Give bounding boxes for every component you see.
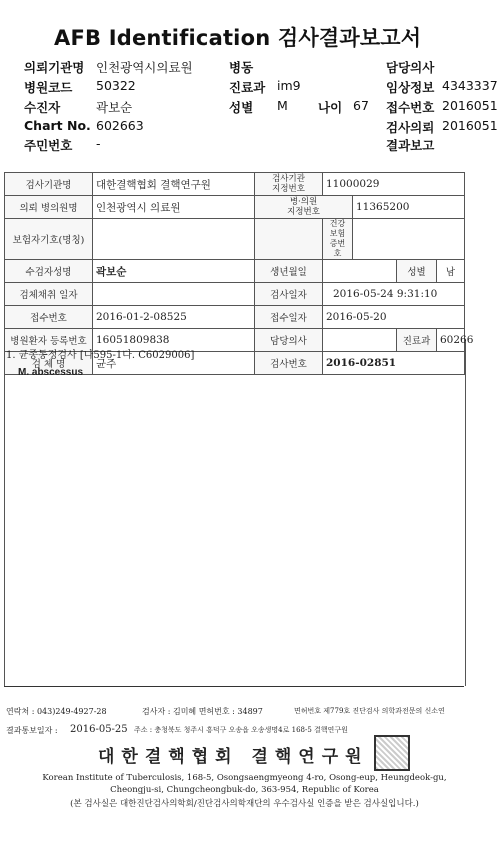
divider xyxy=(4,686,464,687)
cell-label: 접수일자 xyxy=(255,306,323,329)
header-value: M xyxy=(277,98,288,113)
footer-tester: 검사자 : 김미혜 면허번호 : 34897 xyxy=(142,707,263,716)
header-value: 50322 xyxy=(96,78,136,93)
cell-value xyxy=(353,219,465,260)
cell-label: 진료과 xyxy=(397,329,437,352)
cell-label: 검체채취 일자 xyxy=(5,283,93,306)
result-area xyxy=(4,342,466,686)
seal-stamp xyxy=(374,735,410,771)
cell-value: 인천광역시 의료원 xyxy=(93,196,255,219)
cell-value xyxy=(93,283,255,306)
header-label: 병원코드 xyxy=(24,80,73,95)
footer-date-label: 결과통보일자 : xyxy=(6,726,58,735)
header-value: 2016051 xyxy=(442,98,498,113)
header-value: 67 xyxy=(353,98,369,113)
scanned-report xyxy=(0,170,489,841)
footer-contact: 연락처 : 043)249-4927-28 xyxy=(6,707,107,716)
cell-value: 균주 xyxy=(93,352,255,375)
cell-value: 곽보순 xyxy=(93,260,255,283)
header-label: 의뢰기관명 xyxy=(24,60,85,75)
header-label: 병동 xyxy=(229,60,254,75)
header-value: 4343337 xyxy=(442,78,498,93)
cell-label: 건강보험 증번호 xyxy=(323,219,353,260)
address-line-1: Korean Institute of Tuberculosis, 168-5, Osongsaengmyeong 4-ro, Osong-eup, Heungdeok-gu, xyxy=(42,773,447,783)
cell-label: 수검자성명 xyxy=(5,260,93,283)
header-label: 진료과 xyxy=(229,80,266,95)
address-line-2: Cheongju-si, Chungcheongbuk-do, 363-954, Republic of Korea xyxy=(110,785,379,795)
cell-value: 대한결핵협회 결핵연구원 xyxy=(93,173,255,196)
cell-value xyxy=(93,219,255,260)
header-value: 곽보순 xyxy=(96,100,133,115)
header-value: im9 xyxy=(277,78,301,93)
cell-label: 생년월일 xyxy=(255,260,323,283)
header-value: 인천광역시의료원 xyxy=(96,60,193,75)
footer-address-kr: 주소 : 충청북도 청주시 흥덕구 오송읍 오송생명4로 168-5 결핵연구원 xyxy=(134,726,348,734)
cell-value: 2016-02851 xyxy=(323,352,465,375)
cell-value: 2016-05-20 xyxy=(323,306,465,329)
table-row xyxy=(5,196,465,219)
cell-label: 병원환자 등록번호 xyxy=(5,329,93,352)
header-label: Chart No. xyxy=(24,118,91,133)
table-row xyxy=(5,283,465,306)
header-value: - xyxy=(96,136,101,151)
cell-label: 접수번호 xyxy=(5,306,93,329)
cell-value: 11365200 xyxy=(353,196,465,219)
footer-date: 2016-05-25 xyxy=(70,724,128,735)
cell-value: 16051809838 xyxy=(93,329,255,352)
org-name: 대한결핵협회 결핵연구원 xyxy=(98,747,369,767)
table-row xyxy=(5,173,465,196)
cell-label: 검사기관명 xyxy=(5,173,93,196)
cell-label: 검사일자 xyxy=(255,283,323,306)
header-label: 담당의사 xyxy=(386,60,435,75)
cell-value: 60266 xyxy=(437,329,465,352)
header-label: 성별 xyxy=(229,100,254,115)
cell-label: 보험자기호(명칭) xyxy=(5,219,93,260)
cell-value xyxy=(323,260,397,283)
test-line: 1. 균종동정검사 [나595-1다. C6029006] xyxy=(6,350,195,361)
cell-value: 2016-05-24 9:31:10 xyxy=(323,283,465,306)
table-row xyxy=(5,219,465,260)
cell-label: 의뢰 병의원명 xyxy=(5,196,93,219)
cell-label: 담당의사 xyxy=(255,329,323,352)
header-value: 2016051 xyxy=(442,118,498,133)
header-label: 수진자 xyxy=(24,100,61,115)
header-label: 나이 xyxy=(318,100,343,115)
cell-label: 병·의원 지정번호 xyxy=(255,196,353,219)
result-organism: M. abscessus xyxy=(18,367,84,378)
header-label: 결과보고 xyxy=(386,138,435,153)
cell-label: 검사기관 지정번호 xyxy=(255,173,323,196)
header-label: 임상정보 xyxy=(386,80,435,95)
table-row xyxy=(5,260,465,283)
cell-label: 검사번호 xyxy=(255,352,323,375)
cell-value: 2016-01-2-08525 xyxy=(93,306,255,329)
cell-label: 검 체 명 xyxy=(5,352,93,375)
cell-value: 11000029 xyxy=(323,173,465,196)
table-row xyxy=(5,306,465,329)
footer-license: 면허번호 제779호 진단검사 의학과전문의 신소연 xyxy=(294,707,445,715)
report-title: AFB Identification 검사결과보고서 xyxy=(54,26,422,50)
cell-value: 남 xyxy=(437,260,465,283)
header-label: 검사의뢰 xyxy=(386,120,435,135)
header-label: 주민번호 xyxy=(24,138,73,153)
header-label: 접수번호 xyxy=(386,100,435,115)
header-value: 602663 xyxy=(96,118,144,133)
certification-note: (본 검사실은 대한진단검사의학회/진단검사의학재단의 우수검사실 인증을 받은 검사실입니다.) xyxy=(70,799,419,809)
cell-label: 성별 xyxy=(397,260,437,283)
